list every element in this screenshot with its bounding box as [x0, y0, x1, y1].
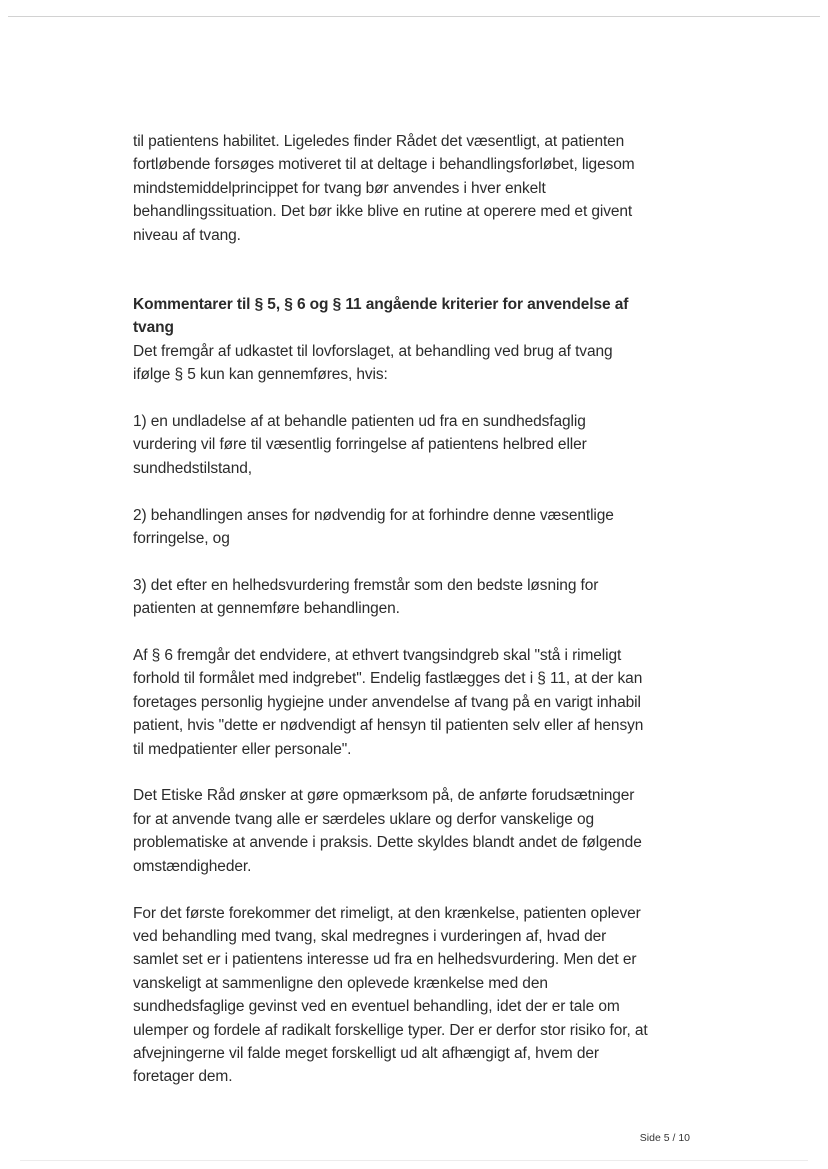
document-page: [133, 130, 653, 1112]
criterion-3: 3) det efter en helhedsvurdering fremstår som den bedste løsning for patienten at gennemføre behandlingen.: [133, 576, 599, 618]
continued-paragraph: til patientens habilitet. Ligeledes finder Rådet det væsentligt, at patienten fortløbende forsøges motiveret til at deltage i behandlingsforløbet, ligesom mindstemiddelprincippet for tvang bør anvendes i hver enkelt behandlingssituation. Det bør ikke blive en rutine at operere med et givent niveau af tvang.: [133, 133, 635, 244]
first-point-paragraph: For det første forekommer det rimeligt, at den krænkelse, patienten oplever ved behandling med tvang, skal medregnes i vurderingen af, hvad der samlet set er i patientens interesse ud fra en helhedsvurdering. Men det er vanskeligt at sammenligne den oplevede krænkelse med den sundhedsfaglige gevinst ved en eventuel behandling, idet der er tale om ulemper og fordele af radikalt forskellige typer. Der er derfor stor risiko for, at afvejningerne vil falde meget forskelligt ud alt afhængigt af, hvem der foretager dem.: [133, 904, 648, 1086]
intro-paragraph: Det fremgår af udkastet til lovforslaget, at behandling ved brug af tvang ifølge § 5 kun kan gennemføres, hvis:: [133, 342, 613, 384]
criterion-2: 2) behandlingen anses for nødvendig for at forhindre denne væsentlige forringelse, og: [133, 506, 614, 548]
council-paragraph: Det Etiske Råd ønsker at gøre opmærksom på, de anførte forudsætninger for at anvende tvang alle er særdeles uklare og derfor vanskelige og problematiske at anvende i praksis. Dette skyldes blandt andet de følgende omstændigheder.: [133, 787, 642, 875]
scan-edge-bottom: [20, 1160, 808, 1161]
page-number: Side 5 / 10: [639, 1132, 690, 1144]
section-heading: Kommentarer til § 5, § 6 og § 11 angående kriterier for anvendelse af tvang: [133, 296, 629, 337]
criterion-1: 1) en undladelse af at behandle patienten ud fra en sundhedsfaglig vurdering vil føre til væsentlig forringelse af patientens helbred eller sundhedstilstand,: [133, 413, 587, 477]
section6-paragraph: Af § 6 fremgår det endvidere, at ethvert tvangsindgreb skal "stå i rimeligt forhold til formålet med indgrebet". Endelig fastlægges det i § 11, at der kan foretages personlig hygiejne under anvendelse af tvang på en varigt inhabil patient, hvis "dette er nødvendigt af hensyn til patienten selv eller af hensyn til medpatienter eller personale".: [133, 647, 644, 758]
scan-edge-top: [8, 16, 820, 17]
